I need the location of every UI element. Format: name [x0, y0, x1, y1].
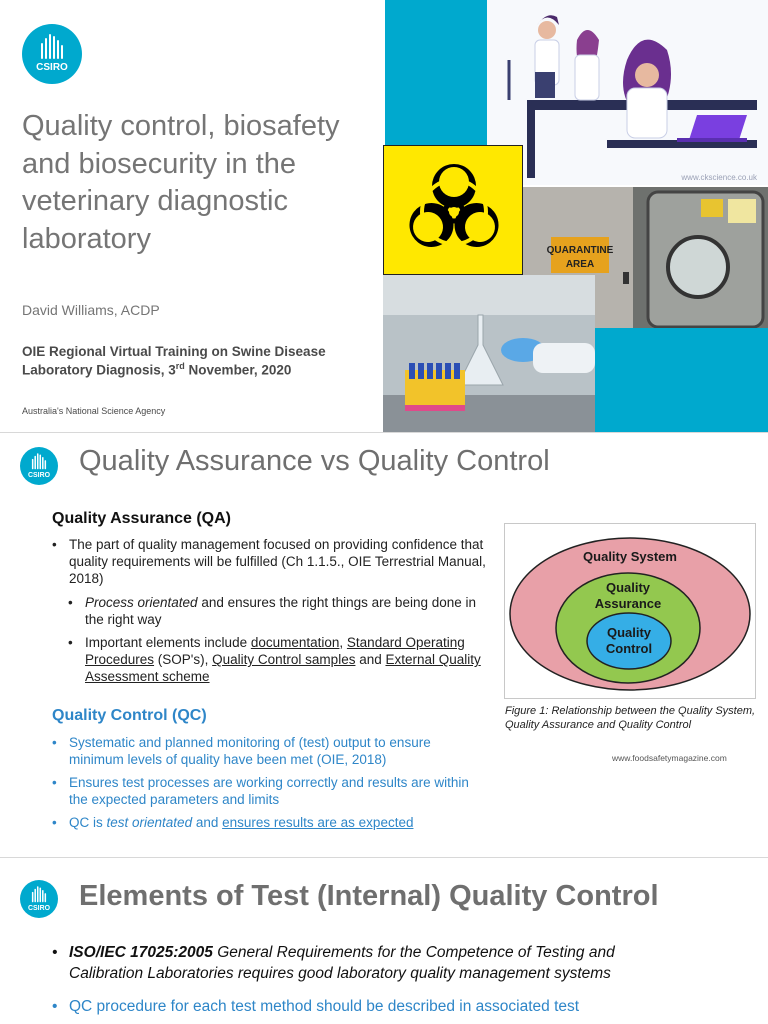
- quality-control-label-2: Control: [605, 641, 653, 656]
- quality-system-diagram: [504, 523, 756, 699]
- test-qc-elements-slide: [0, 858, 768, 1024]
- list-item: • Systematic and planned monitoring of (test) output to ensure minimum levels of quality have been met (OIE, 2018): [69, 734, 489, 768]
- biohazard-sign: [383, 145, 523, 275]
- list-item: • Process orientated and ensures the right things are being done in the right way: [85, 594, 485, 628]
- csiro-logo: [20, 880, 58, 918]
- svg-text:CSIRO: CSIRO: [36, 62, 68, 73]
- lab-illustration: [487, 0, 768, 185]
- list-item: • Ensures test processes are working correctly and results are within the expected parameters and limits: [69, 774, 489, 808]
- quality-assurance-label-2: Assurance: [594, 596, 662, 611]
- list-item: • QC is test orientated and ensures results are as expected: [69, 814, 489, 831]
- svg-text:AREA: AREA: [565, 259, 595, 270]
- biohazard-icon: [384, 146, 523, 275]
- author: David Williams, ACDP: [22, 302, 160, 318]
- figure-source: www.foodsafetymagazine.com: [612, 753, 727, 763]
- qa-bullets: [69, 536, 489, 593]
- svg-text:CSIRO: CSIRO: [27, 904, 51, 912]
- csiro-logo: [22, 24, 82, 84]
- list-item: • The part of quality management focused on providing confidence that quality requirements will be fulfilled (Ch 1.1.5., OIE Terrestrial Manual, 2018): [69, 536, 489, 587]
- qa-heading: Quality Assurance (QA): [52, 510, 232, 527]
- csiro-logo: [20, 447, 58, 485]
- quality-control-label-1: Quality: [606, 625, 652, 640]
- quality-system-label: Quality System: [583, 549, 677, 564]
- qa-sub-bullets: [85, 594, 485, 691]
- agency-tagline: Australia's National Science Agency: [22, 406, 166, 416]
- accent-block: [385, 0, 487, 145]
- figure-caption: Figure 1: Relationship between the Quality System, Quality Assurance and Quality Control: [505, 705, 756, 731]
- svg-text:QUARANTINE: QUARANTINE: [546, 245, 614, 256]
- list-item: • ISO/IEC 17025:2005 General Requirements for the Competence of Testing and Calibration Laboratories requires good laboratory quality management systems: [69, 942, 669, 984]
- list-item: • Important elements include documentation, Standard Operating Procedures (SOP's), Quality Control samples and External Quality Assessment scheme: [85, 634, 485, 685]
- slide-title: Quality Assurance vs Quality Control: [79, 445, 550, 477]
- slide-title: Elements of Test (Internal) Quality Control: [79, 880, 659, 912]
- event-info: OIE Regional Virtual Training on Swine Disease Laboratory Diagnosis, 3rd November, 2020: [22, 344, 326, 378]
- presentation-title: Quality control, biosafety and biosecurity in the veterinary diagnostic laboratory: [22, 110, 340, 255]
- qc-heading: Quality Control (QC): [52, 707, 207, 724]
- biosafety-cabinet-photo: [383, 275, 595, 432]
- svg-text:CSIRO: CSIRO: [27, 471, 51, 479]
- quality-assurance-label-1: Quality: [605, 580, 651, 595]
- title-slide: [0, 0, 768, 432]
- accent-block: [595, 328, 768, 432]
- qc-elements-bullets: [69, 942, 669, 1024]
- list-item: • QC procedure for each test method should be described in associated test: [69, 996, 669, 1017]
- qa-vs-qc-slide: [0, 433, 768, 857]
- svg-text:www.ckscience.co.uk: www.ckscience.co.uk: [681, 173, 757, 182]
- qc-bullets: [69, 734, 489, 837]
